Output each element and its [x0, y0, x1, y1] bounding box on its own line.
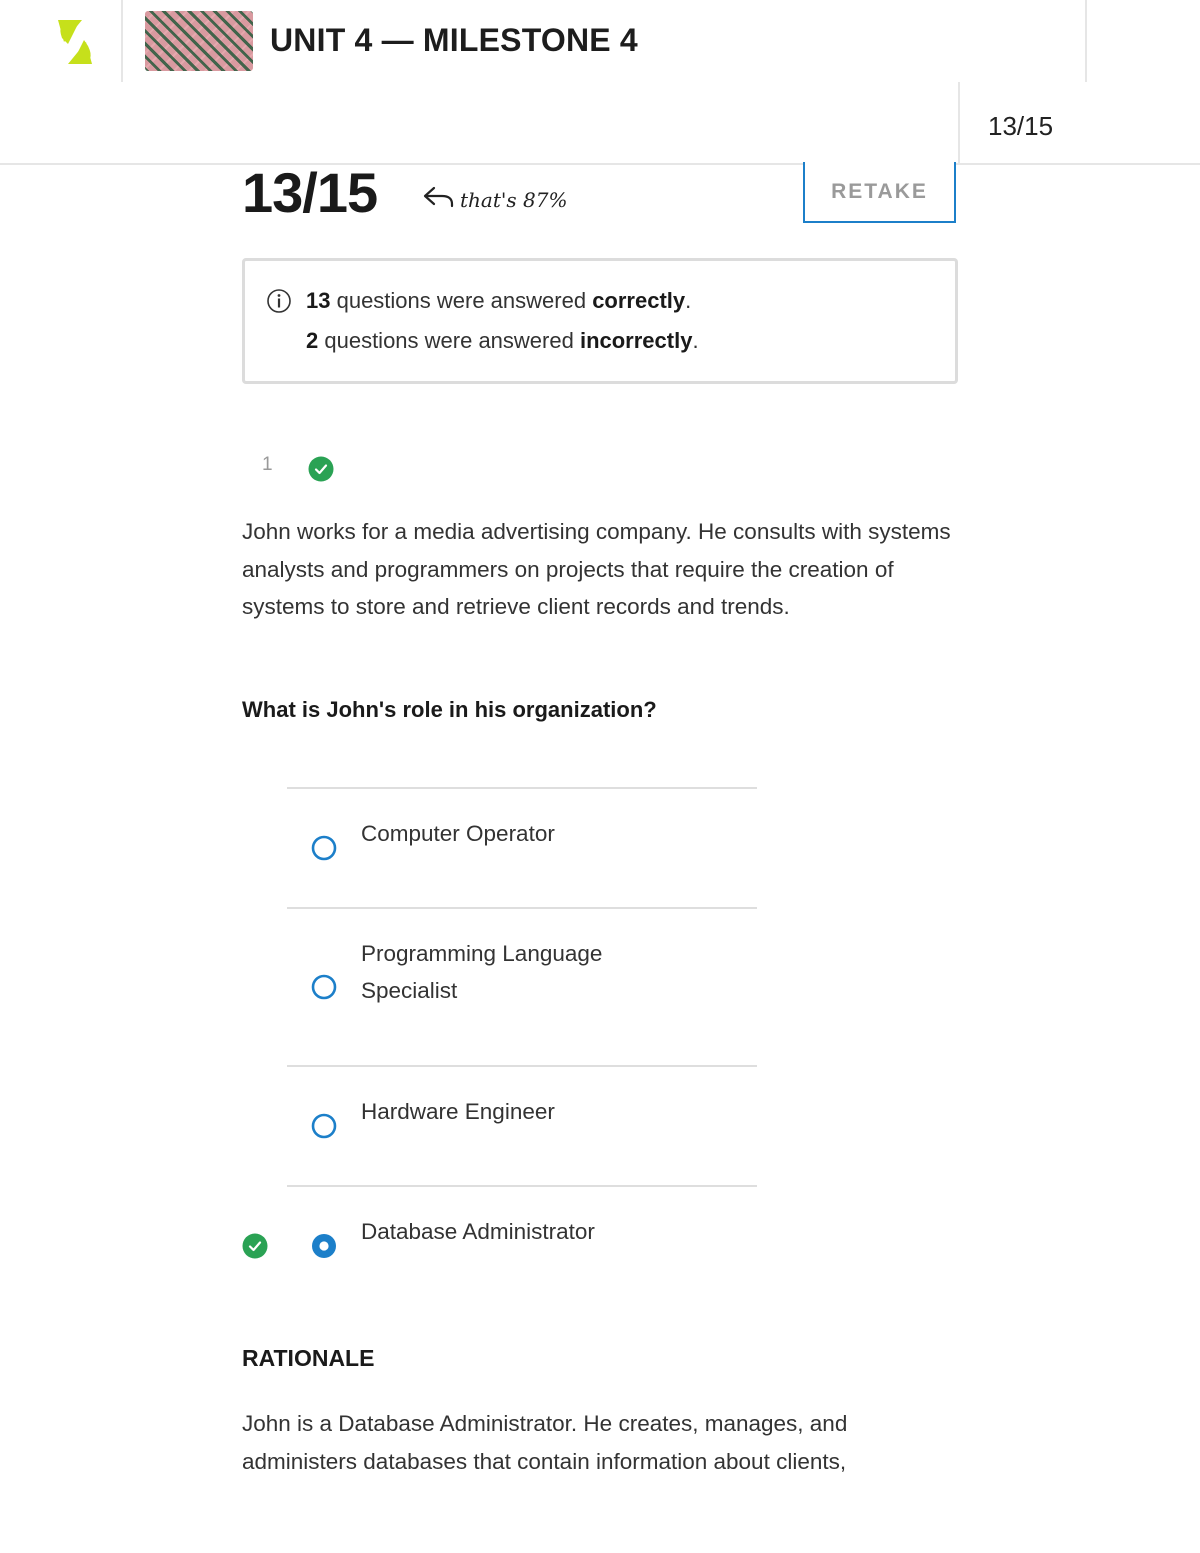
summary-correct-line — [306, 288, 691, 314]
header-bottom-border — [0, 163, 1200, 165]
reply-arrow-icon — [422, 184, 454, 215]
results-summary-box — [242, 258, 958, 384]
option-label[interactable]: Programming Language Specialist — [361, 941, 603, 1003]
header-divider — [121, 0, 123, 82]
info-icon — [266, 288, 292, 314]
correct-count: 13 — [306, 288, 331, 313]
unit-title: UNIT 4 — MILESTONE 4 — [270, 22, 638, 58]
rationale-heading: RATIONALE — [242, 1345, 375, 1371]
score-value: 13/15 — [242, 161, 378, 224]
incorrect-count: 2 — [306, 328, 319, 353]
option-divider — [287, 1185, 757, 1187]
correct-text: questions were answered — [330, 288, 593, 313]
unit-thumbnail — [145, 11, 253, 71]
period: . — [692, 328, 699, 353]
score-percent — [422, 184, 567, 215]
rationale-text: John is a Database Administrator. He creates, manages, and administers databases that contain information about clients, — [242, 1411, 848, 1474]
option-divider — [287, 787, 757, 789]
score-counter: 13/15 — [988, 111, 1054, 141]
retake-button[interactable]: RETAKE — [803, 162, 956, 223]
radio-button[interactable] — [311, 1113, 337, 1139]
option-divider — [287, 1065, 757, 1067]
option-label[interactable]: Hardware Engineer — [361, 1099, 555, 1124]
counter-divider — [958, 82, 960, 164]
radio-button[interactable] — [311, 974, 337, 1000]
summary-incorrect-line — [306, 328, 699, 354]
question-number: 1 — [262, 454, 273, 475]
period: . — [685, 288, 692, 313]
incorrect-text: questions were answered — [318, 328, 580, 353]
radio-button[interactable] — [311, 835, 337, 861]
sophia-logo-icon[interactable] — [52, 14, 100, 70]
percent-text: that's 87% — [460, 187, 568, 212]
incorrect-word: incorrectly — [579, 328, 693, 353]
option-divider — [287, 907, 757, 909]
option-label[interactable]: Database Administrator — [361, 1219, 595, 1244]
correct-check-icon — [308, 456, 334, 482]
correct-answer-check-icon — [242, 1233, 268, 1259]
correct-word: correctly — [592, 288, 686, 313]
header-divider-right — [1085, 0, 1087, 82]
question-text: John works for a media advertising company. He consults with systems analysts and programmers on projects that require the creation of systems to store and retrieve client records and trends. — [242, 519, 951, 619]
option-label[interactable]: Computer Operator — [361, 821, 555, 846]
radio-button-selected[interactable] — [311, 1233, 337, 1259]
question-prompt: What is John's role in his organization? — [242, 697, 657, 722]
